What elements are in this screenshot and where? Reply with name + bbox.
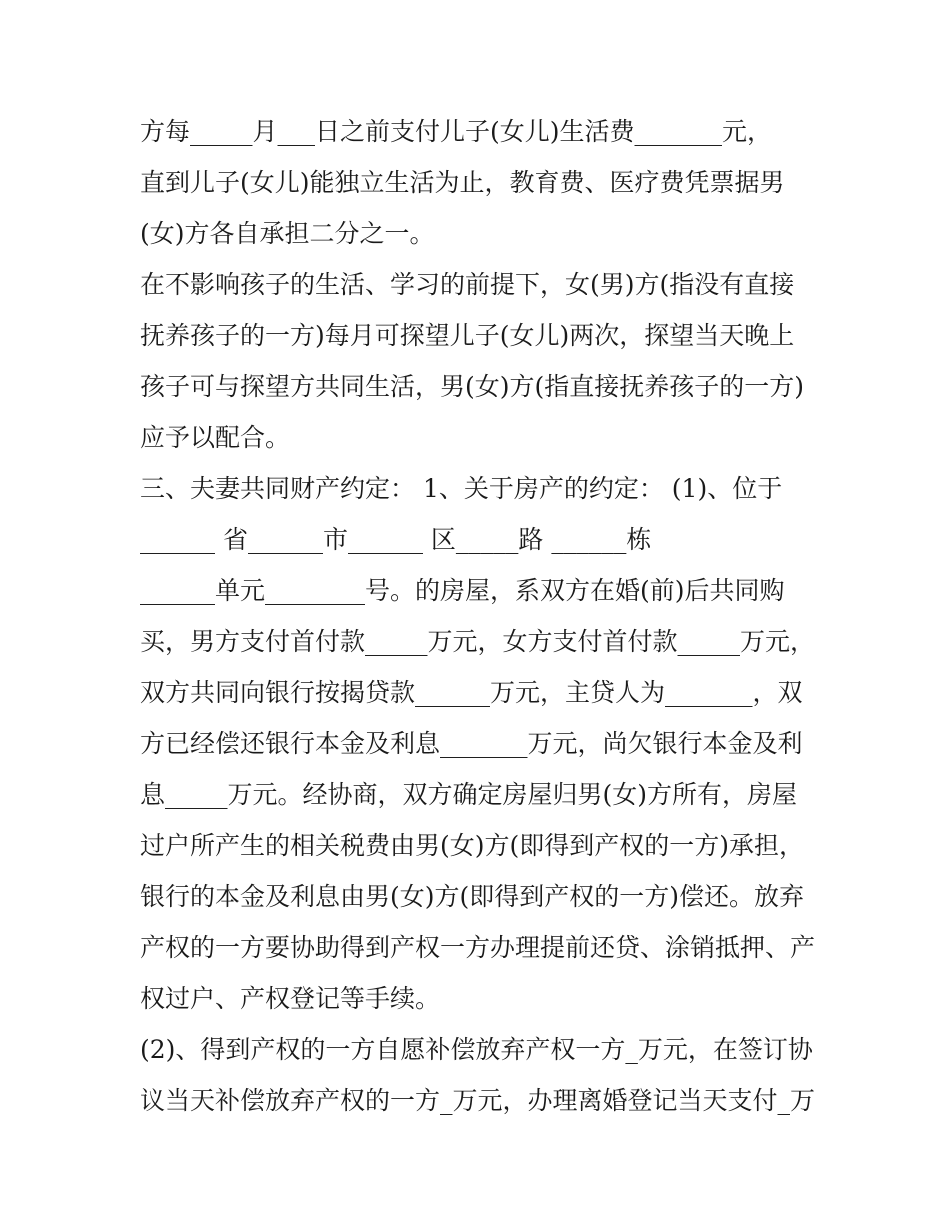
text-line: 息_____万元。经协商，双方确定房屋归男(女)方所有，房屋 (140, 780, 798, 809)
text-line: 方已经偿还银行本金及利息_______万元，尚欠银行本金及利 (140, 729, 803, 758)
text-line: 在不影响孩子的生活、学习的前提下，女(男)方(指没有直接 (140, 270, 795, 299)
text-line: ______单元________号。的房屋，系双方在婚(前)后共同购 (140, 576, 785, 605)
text-line: (女)方各自承担二分之一。 (140, 219, 435, 248)
text-line: 孩子可与探望方共同生活，男(女)方(指直接抚养孩子的一方) (140, 372, 805, 401)
text-line: 抚养孩子的一方)每月可探望儿子(女儿)两次，探望当天晚上 (140, 321, 795, 350)
section-heading-line: 三、夫妻共同财产约定： 1、关于房产的约定： (1)、位于 (140, 474, 783, 503)
text-line: (2)、得到产权的一方自愿补偿放弃产权一方_万元，在签订协 (140, 1035, 813, 1064)
document-body (140, 106, 830, 1126)
text-line: 买，男方支付首付款_____万元，女方支付首付款_____万元， (140, 627, 816, 656)
text-line: 银行的本金及利息由男(女)方(即得到产权的一方)偿还。放弃 (140, 882, 805, 911)
text-line: 产权的一方要协助得到产权一方办理提前还贷、涂销抵押、产 (140, 933, 816, 962)
text-line: 双方共同向银行按揭贷款______万元，主贷人为_______，双 (140, 678, 803, 707)
text-line: ______ 省______市______ 区_____路 ______栋 (140, 525, 652, 554)
text-line: 议当天补偿放弃产权的一方_万元，办理离婚登记当天支付_万 (140, 1086, 816, 1115)
text-line: 应予以配合。 (140, 423, 291, 452)
text-line: 权过户、产权登记等手续。 (140, 984, 441, 1013)
text-line: 直到儿子(女儿)能独立生活为止，教育费、医疗费凭票据男 (140, 168, 785, 197)
text-line: 过户所产生的相关税费由男(女)方(即得到产权的一方)承担， (140, 831, 805, 860)
text-line: 方每_____月___日之前支付儿子(女儿)生活费_______元， (140, 117, 773, 146)
